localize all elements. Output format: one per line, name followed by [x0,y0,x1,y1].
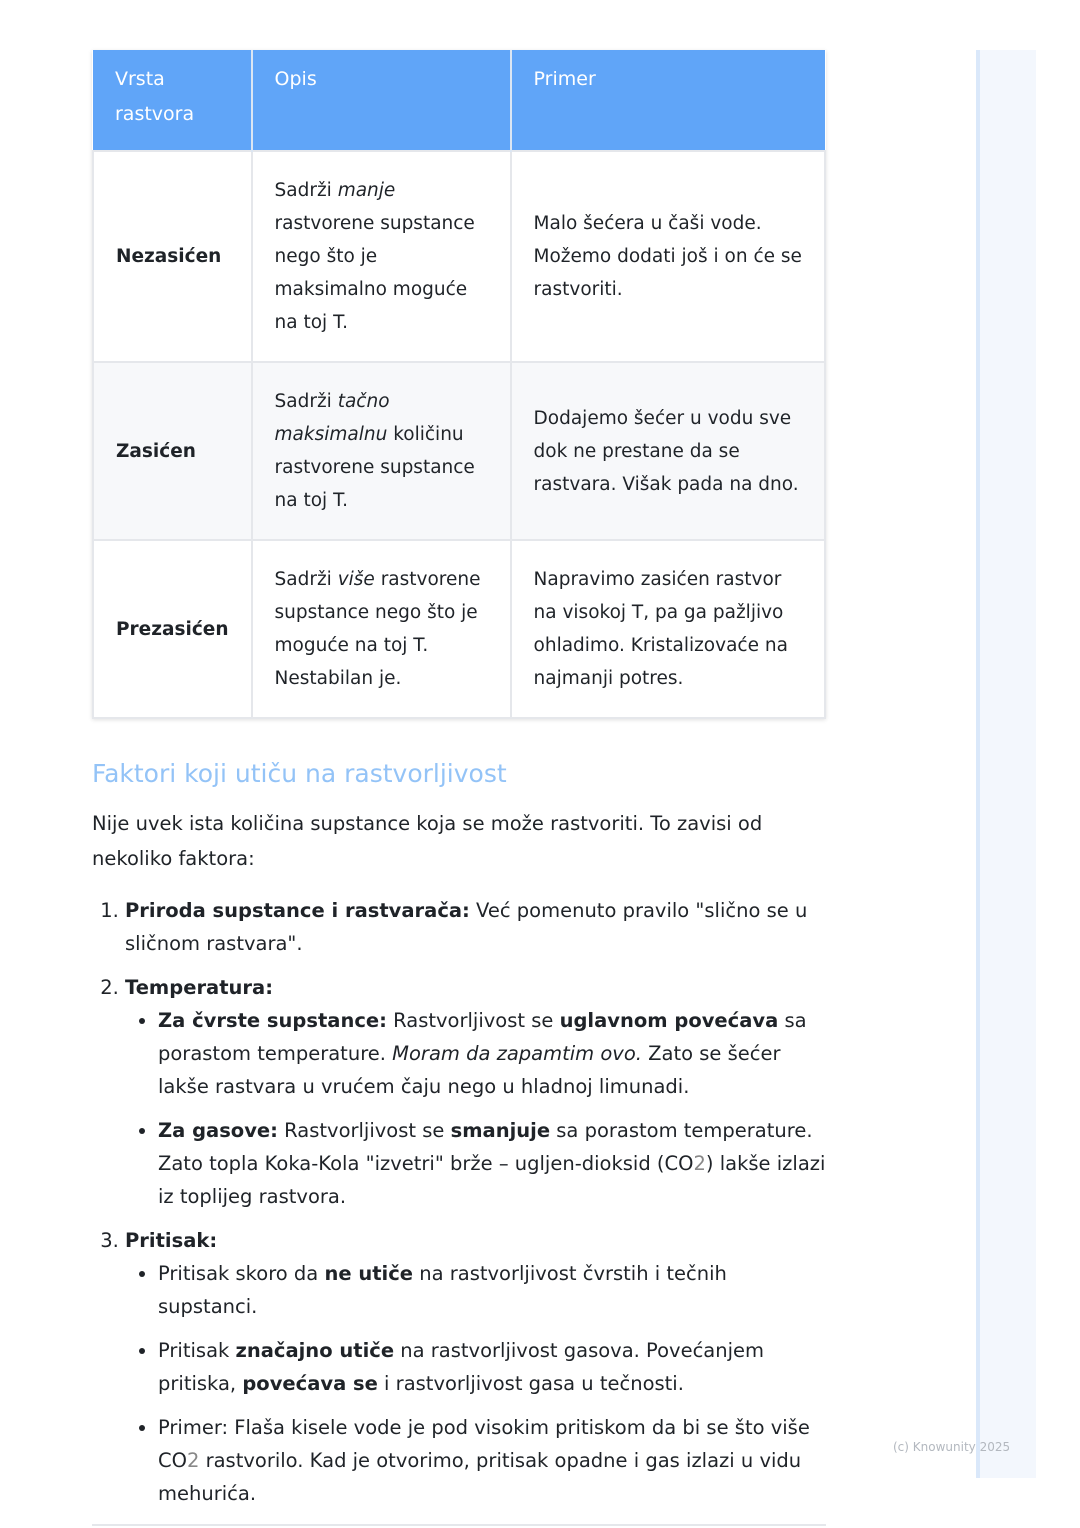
description-cell [252,540,511,718]
item-text: Pritisak skoro da [158,1262,325,1285]
description-cell [252,362,511,540]
table-row [93,362,825,540]
subscript-2: 2 [693,1152,706,1175]
item-text: Rastvorljivost se [386,1009,560,1032]
table-row [93,151,825,362]
item-text: sa porastom temperature. [158,1009,807,1065]
item-text: rastvorilo. Kad je otvorimo, pritisak opadne i gas izlazi u vidu mehurića. [158,1449,802,1505]
sub-list [125,1004,826,1213]
item-text: ) lakše izlazi iz toplijeg rastvora. [158,1152,826,1208]
example-cell: Napravimo zasićen rastvor na visokoj T, pa ga pažljivo ohladimo. Kristalizovaće na najmanji potres. [511,540,825,718]
item-bold: povećava se [242,1372,378,1395]
factors-list [92,894,826,1510]
solution-type-cell: Nezasićen [93,151,252,362]
factor-label: Pritisak: [125,1229,218,1252]
item-text: Pritisak [158,1339,236,1362]
factor-text: Već pomenuto pravilo "slično se u sličnom rastvara". [125,899,808,955]
section-heading: Faktori koji utiču na rastvorljivost [92,759,507,788]
table-header-cell: Primer [511,50,825,151]
intro-paragraph: Nije uvek ista količina supstance koja se može rastvoriti. To zavisi od nekoliko faktora: [92,812,763,870]
list-item [125,894,826,960]
item-text: Zato se šećer lakše rastvara u vrućem čaju nego u hladnoj limunadi. [158,1042,781,1098]
list-item [125,971,826,1213]
table-header-row [93,50,825,151]
list-item [125,1224,826,1510]
item-bold: ne utiče [324,1262,414,1285]
description-text: rastvorene supstance nego što je maksimalno moguće na toj T. [274,213,475,333]
description-emphasis: manje [337,180,396,201]
side-panel [976,50,1036,1478]
solution-type-cell: Prezasićen [93,540,252,718]
factor-label: Priroda supstance i rastvarača: [125,899,470,922]
description-text: Sadrži [274,569,338,590]
sub-list-item [158,1334,826,1400]
item-text: na rastvorljivost gasova. Povećanjem pritiska, [158,1339,765,1395]
description-text: Sadrži [274,391,338,412]
table-header-cell: Vrsta rastvora [93,50,252,151]
example-cell: Malo šećera u čaši vode. Možemo dodati još i on će se rastvoriti. [511,151,825,362]
description-text: rastvorene supstance nego što je moguće na toj T. Nestabilan je. [274,569,481,689]
table-row [93,540,825,718]
item-text: Rastvorljivost se [277,1119,451,1142]
item-label: Za čvrste supstance: [158,1009,387,1032]
sub-list-item [158,1004,826,1103]
description-emphasis: više [337,569,375,590]
description-emphasis: tačno maksimalnu [274,391,390,445]
item-bold: značajno utiče [235,1339,395,1362]
sub-list-item [158,1411,826,1510]
item-text: na rastvorljivost čvrstih i tečnih supstanci. [158,1262,727,1318]
subscript-2: 2 [186,1449,200,1472]
item-text: i rastvorljivost gasa u tečnosti. [377,1372,684,1395]
document-content [92,50,826,1526]
table-header-cell: Opis [252,50,511,151]
description-text: količinu rastvorene supstance na toj T. [274,424,475,511]
item-text: Primer: Flaša kisele vode je pod visokim pritiskom da bi se što više CO [158,1416,810,1472]
divider [92,1524,826,1526]
item-bold: smanjuje [450,1119,551,1142]
description-cell [252,151,511,362]
example-cell: Dodajemo šećer u vodu sve dok ne prestane da se rastvara. Višak pada na dno. [511,362,825,540]
item-note: Moram da zapamtim ovo. [392,1042,642,1065]
factor-label: Temperatura: [125,976,273,999]
sub-list-item [158,1257,826,1323]
solution-type-cell: Zasićen [93,362,252,540]
description-text: Sadrži [274,180,338,201]
item-text: sa porastom temperature. Zato topla Koka-Kola "izvetri" brže – ugljen-dioksid (CO [158,1119,813,1175]
item-label: Za gasove: [158,1119,278,1142]
solution-types-table [92,50,826,719]
sub-list [125,1257,826,1510]
copyright-footer: (c) Knowunity 2025 [893,1440,1011,1454]
sub-list-item [158,1114,826,1213]
item-bold: uglavnom povećava [559,1009,779,1032]
